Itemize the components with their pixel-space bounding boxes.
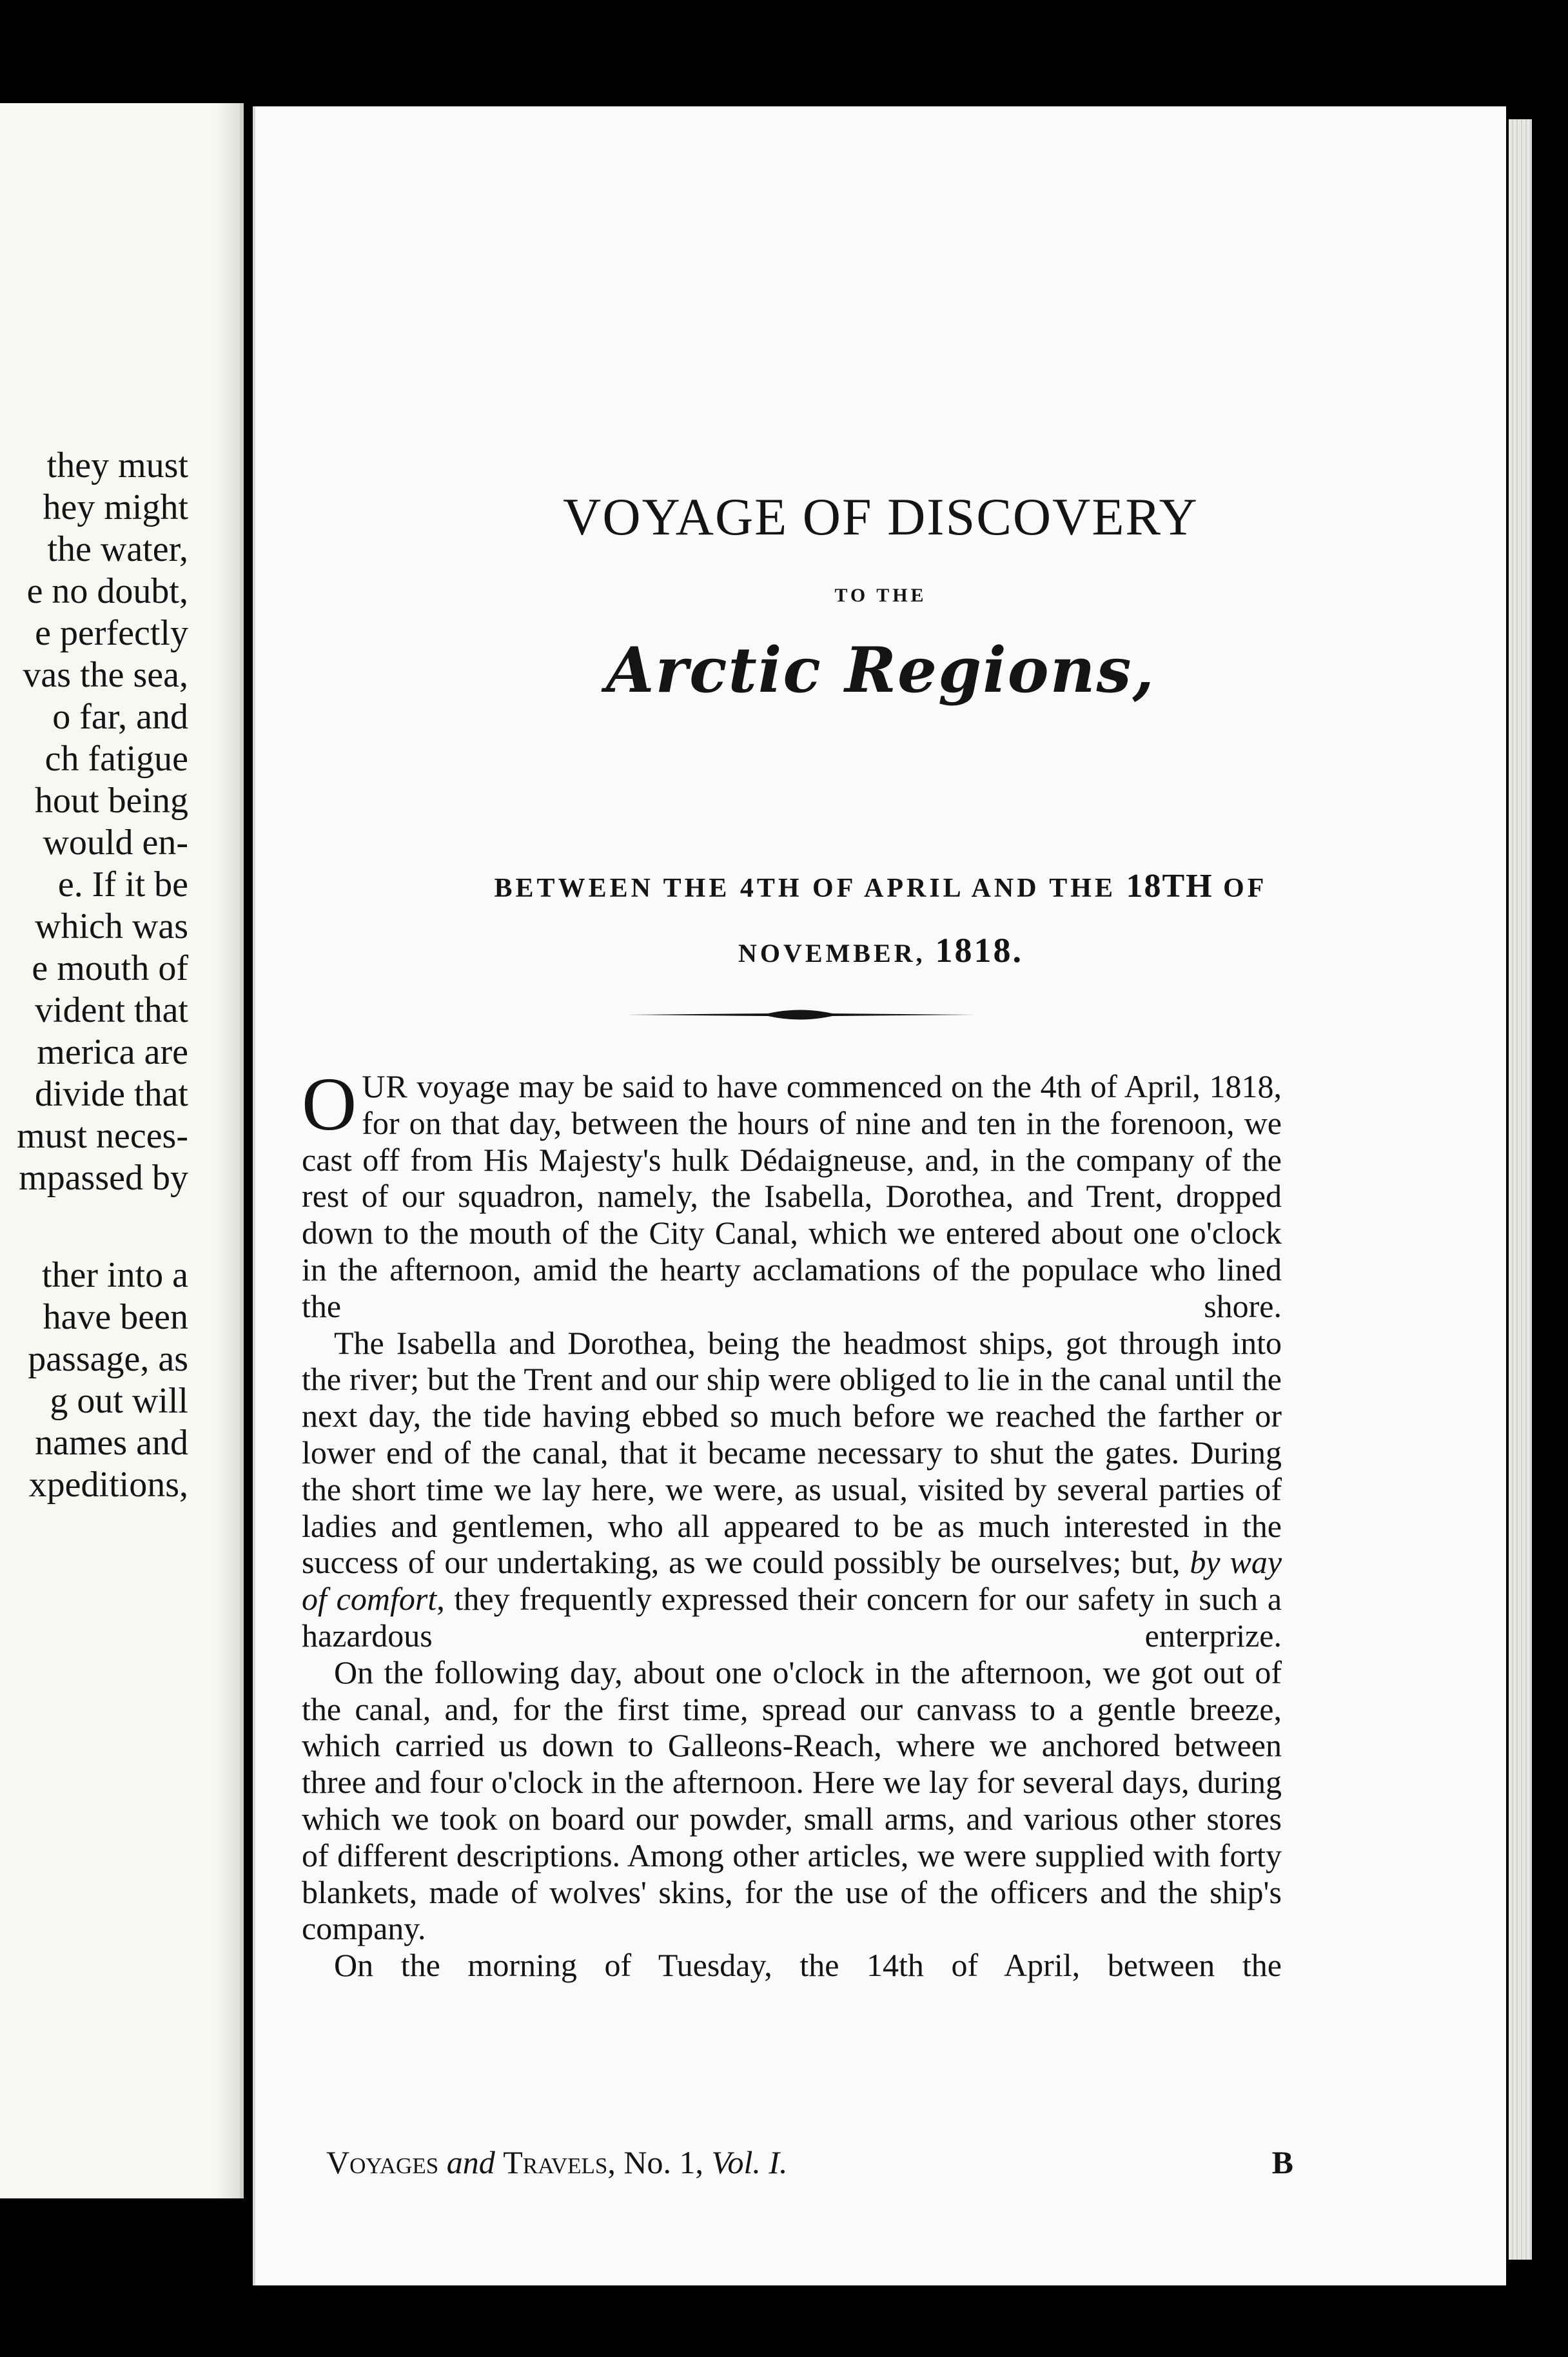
page-title: VOYAGE OF DISCOVERY [563,487,1199,546]
dates-text: NOVEMBER, [738,939,936,968]
gutter-shadow [214,103,240,2198]
dates-number: 18TH [1126,868,1213,905]
signature-mark: B [1271,2144,1293,2180]
footer-volume: Vol. I. [711,2144,788,2180]
title-dates-line-1 [255,867,1506,905]
left-line: e mouth of [32,948,188,988]
left-line: vident that [35,990,188,1030]
left-line: must neces- [17,1116,188,1156]
footer-and: and [446,2144,495,2180]
page-edge [1509,119,1532,2260]
left-line: names and [35,1423,188,1463]
left-line: e perfectly [35,613,188,653]
paragraph: On the morning of Tuesday, the 14th of April, between the [334,1947,1282,1984]
paragraph [302,1325,1282,1654]
left-line: mpassed by [19,1158,188,1198]
paragraph-text: voyage may be said to have commenced on the 4th of April, 1818, for on that day, between the hours of nine and ten in the forenoon, we cast off from His Majesty's hulk Dédaigneuse, and, in the company of the rest of our squadron, namely, the Isabella, Dorothea, and Trent, dropped down to the mouth of the City Canal, which we entered about one o'clock in the afternoon, amid the hearty acclamations of the populace who lined the shore. [302,1068,1282,1324]
paragraph: On the following day, about one o'clock in the afternoon, we got out of the canal, and, for the first time, spread our canvass to a gentle breeze, which carried us down to Galleons-Reach, where we anchored between three and four o'clock in the afternoon. Here we lay for several days, during which we took on board our powder, small arms, and various other stores of different descriptions. Among other articles, we were supplied with forty blankets, made of wolves' skins, for the use of the officers and the ship's company. [302,1654,1282,1947]
footer-number: , No. 1, [607,2144,712,2180]
paragraph-text: The Isabella and Dorothea, being the headmost ships, got through into the river; but the Trent and our ship were obliged to lie in the canal until the next day, the tide having ebbed so much before we reached the farther or lower end of the canal, that it became necessary to shut the gates. During the short time we lay here, we were, as usual, visited by several parties of ladies and gentlemen, who all appeared to be as much interested in the success of our undertaking, as we could possibly be ourselves; but, [302,1324,1282,1581]
left-line: hey might [43,487,188,527]
left-line: passage, as [28,1339,188,1379]
left-line: ther into a [41,1255,188,1295]
left-line: merica are [37,1032,188,1072]
left-line: which was [35,906,188,946]
left-line: vas the sea, [23,655,188,695]
left-line: e. If it be [57,865,188,905]
left-line: xpeditions, [28,1465,188,1505]
left-line: g out will [50,1381,188,1421]
left-page [0,103,244,2198]
left-line: hout being [35,781,188,821]
paragraph-gap [0,1199,188,1255]
dates-year: 1818. [935,931,1024,970]
left-line: they must [46,445,188,485]
body-text [302,1062,1282,1984]
title-connector: TO THE [834,585,927,606]
italic-phrase: by way of comfort [302,1544,1282,1618]
ornament-rule-icon [626,1005,974,1024]
dates-text: BETWEEN THE 4TH OF APRIL AND THE [494,874,1126,903]
page-footer [326,2144,1293,2181]
left-line: have been [43,1297,188,1337]
title-region: Arctic Regions, [606,634,1155,707]
left-line: ch fatigue [44,739,188,779]
left-line: divide that [35,1074,188,1114]
left-page-text [0,445,188,1506]
drop-cap: O [302,1062,357,1146]
footer-travels: Travels [503,2144,608,2180]
left-line: the water, [47,529,188,569]
left-line: o far, and [52,697,188,737]
paragraph [302,1062,1282,1325]
title-dates-line-2 [255,930,1506,970]
lead-word: UR [362,1068,408,1104]
paragraph-text: , they frequently expressed their concern for our safety in such a hazardous enterprize. [302,1581,1282,1654]
dates-text: OF [1213,874,1268,903]
left-line: e no doubt, [26,571,188,611]
left-line: would en- [43,823,188,863]
right-page [253,106,1506,2285]
footer-series: Voyages [326,2144,439,2180]
